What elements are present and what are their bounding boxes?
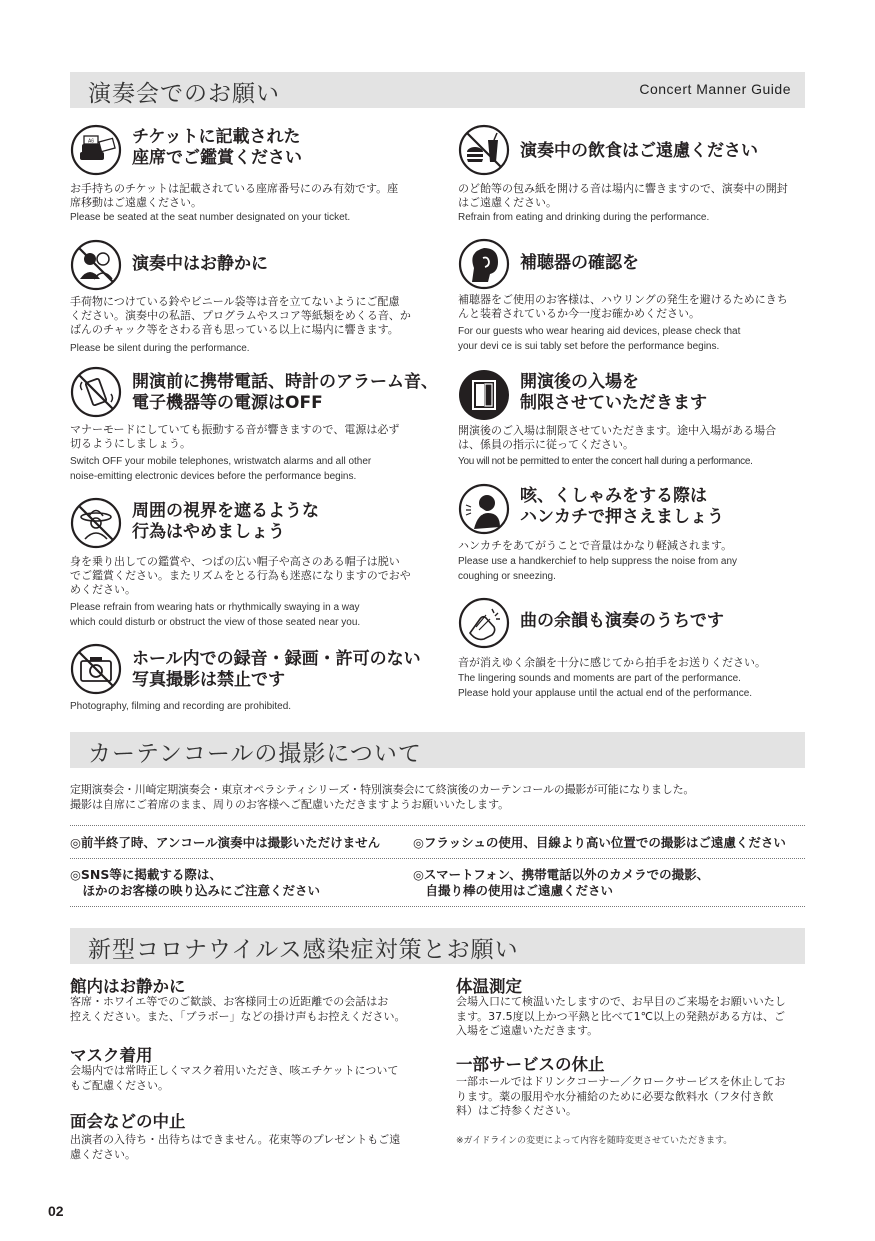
item-en-text: The lingering sounds and moments are part of the performance. Please hold your applause until the actual end of the performance. bbox=[458, 673, 753, 699]
covid-text: 客席・ホワイエ等でのご歓談、お客様同士の近距離での会話はお 控えください。また、「ブラボー」などの掛け声もお控えください。 bbox=[70, 995, 406, 1023]
covid-heading: 館内はお静かに bbox=[70, 977, 186, 996]
door-closed-icon bbox=[458, 369, 510, 421]
item-title: 補聴器の確認を bbox=[520, 253, 639, 273]
item-ja-text: 開演後のご入場は制限させていただきます。途中入場がある場合 は、係員の指示に従ってください。 bbox=[458, 424, 777, 451]
curtain-call-note: ◎スマートフォン、携帯電話以外のカメラでの撮影、 自撮り棒の使用はご遠慮ください bbox=[413, 867, 710, 898]
no-hat-icon bbox=[70, 497, 122, 549]
item-ja-text: 補聴器をご使用のお客様は、ハウリングの発生を避けるためにきち んと装着されているか今一度お確かめください。 bbox=[458, 293, 788, 320]
section-subtitle: Concert Manner Guide bbox=[639, 81, 791, 97]
item-ja-text: 音が消えゆく余韻を十分に感じてから拍手をお送りください。 bbox=[458, 656, 766, 669]
covid-heading: 面会などの中止 bbox=[70, 1112, 186, 1131]
seat-icon-label: A6 bbox=[87, 138, 95, 145]
item-title: 曲の余韻も演奏のうちです bbox=[520, 611, 724, 631]
covid-text: 出演者の入待ち・出待ちはできません。花束等のプレゼントもご遠 慮ください。 bbox=[70, 1133, 401, 1161]
concert-manner-header bbox=[70, 72, 805, 108]
no-phone-icon bbox=[70, 366, 122, 418]
item-en-text: Please refrain from wearing hats or rhythmically swaying in a way which could disturb or obstruct the view of those seated near you. bbox=[70, 602, 361, 628]
item-ja-text: 手荷物につけている鈴やビニール袋等は音を立てないようにご配慮 ください。演奏中の私語、プログラムやスコア等紙類をめくる音、か ばんのチャック等をさわる音も思っている以上に場内に響きます。 bbox=[70, 295, 411, 336]
item-title: 周囲の視界を遮るような 行為はやめましょう bbox=[132, 501, 319, 542]
no-food-icon bbox=[458, 124, 510, 176]
item-title: 咳、くしゃみをする際は ハンカチで押さえましょう bbox=[520, 486, 724, 527]
covid-text: 一部ホールではドリンクコーナー／クロークサービスを休止してお ります。薬の服用や水分補給のために必要な飲料水（フタ付き飲 料）はご持参ください。 bbox=[456, 1075, 786, 1117]
item-en-text: Switch OFF your mobile telephones, wristwatch alarms and all other noise-emitting electronic devices before the performance begins. bbox=[70, 456, 372, 482]
item-ja-text: マナーモードにしていても振動する音が響きますので、電源は必ず 切るようにしましょう。 bbox=[70, 423, 400, 450]
page-number: 02 bbox=[48, 1203, 64, 1219]
item-en-text: For our guests who wear hearing aid devices, please check that your devi ce is sui tably set before the performance begins. bbox=[458, 326, 741, 352]
divider bbox=[70, 825, 805, 826]
seat-ticket-icon bbox=[70, 124, 122, 176]
covid-heading: 一部サービスの休止 bbox=[456, 1055, 605, 1074]
curtain-call-header bbox=[70, 732, 805, 768]
item-en-text: Please use a handkerchief to help suppress the noise from any coughing or sneezing. bbox=[458, 556, 738, 582]
curtain-call-note: ◎SNS等に掲載する際は、 ほかのお客様の映り込みにご注意ください bbox=[70, 867, 321, 898]
covid-header bbox=[70, 928, 805, 964]
item-title: チケットに記載された 座席でご鑑賞ください bbox=[132, 127, 302, 168]
hearing-aid-icon bbox=[458, 238, 510, 290]
item-en-text: Photography, filming and recording are prohibited. bbox=[70, 701, 292, 712]
item-title: 演奏中の飲食はご遠慮ください bbox=[520, 141, 758, 161]
covid-footnote: ※ガイドラインの変更によって内容を随時変更させていただきます。 bbox=[456, 1136, 733, 1146]
section-title: 演奏会でのお願い bbox=[88, 81, 280, 107]
covid-heading: マスク着用 bbox=[70, 1046, 153, 1065]
item-title: 開演前に携帯電話、時計のアラーム音、 電子機器等の電源はOFF bbox=[132, 372, 438, 413]
section-title: 新型コロナウイルス感染症対策とお願い bbox=[88, 937, 519, 963]
curtain-call-note: ◎フラッシュの使用、目線より高い位置での撮影はご遠慮ください bbox=[413, 835, 786, 850]
divider bbox=[70, 858, 805, 859]
no-talking-icon bbox=[70, 239, 122, 291]
no-camera-icon bbox=[70, 643, 122, 695]
item-title: 演奏中はお静かに bbox=[132, 254, 268, 274]
item-ja-text: お手持ちのチケットは記載されている座席番号にのみ有効です。座 席移動はご遠慮ください。 bbox=[70, 182, 399, 209]
item-ja-text: ハンカチをあてがうことで音量はかなり軽減されます。 bbox=[458, 539, 733, 552]
item-en-text: Please be silent during the performance. bbox=[70, 343, 250, 354]
divider bbox=[70, 906, 805, 907]
curtain-call-intro: 定期演奏会・川崎定期演奏会・東京オペラシティシリーズ・特別演奏会にて終演後のカーテンコールの撮影が可能になりました。 撮影は自席にご着席のまま、周りのお客様へご配慮いただきますようお願いいたします。 bbox=[70, 783, 695, 811]
item-title: ホール内での録音・録画・許可のない 写真撮影は禁止です bbox=[132, 649, 421, 690]
item-title: 開演後の入場を 制限させていただきます bbox=[520, 372, 707, 413]
covid-text: 会場内では常時正しくマスク着用いただき、咳エチケットについて もご配慮ください。 bbox=[70, 1064, 399, 1092]
applause-icon bbox=[458, 597, 510, 649]
section-title: カーテンコールの撮影について bbox=[88, 741, 422, 767]
item-en-text: Refrain from eating and drinking during the performance. bbox=[458, 212, 710, 223]
covid-heading: 体温測定 bbox=[456, 977, 522, 996]
curtain-call-note: ◎前半終了時、アンコール演奏中は撮影いただけません bbox=[70, 835, 381, 850]
item-en-text: You will not be permitted to enter the concert hall during a performance. bbox=[458, 456, 753, 467]
covid-text: 会場入口にて検温いたしますので、お早目のご来場をお願いいたし ます。37.5度以上かつ平熱と比べて1℃以上の発熱がある方は、ご 入場をご遠慮いただきます。 bbox=[456, 995, 786, 1037]
handkerchief-icon bbox=[458, 483, 510, 535]
item-ja-text: のど飴等の包み紙を開ける音は場内に響きますので、演奏中の開封 はご遠慮ください。 bbox=[458, 182, 788, 209]
item-ja-text: 身を乗り出しての鑑賞や、つばの広い帽子や高さのある帽子は脱い でご鑑賞ください。またリズムをとる行為も迷惑になりますのでおや めください。 bbox=[70, 555, 411, 596]
item-en-text: Please be seated at the seat number designated on your ticket. bbox=[70, 212, 351, 223]
